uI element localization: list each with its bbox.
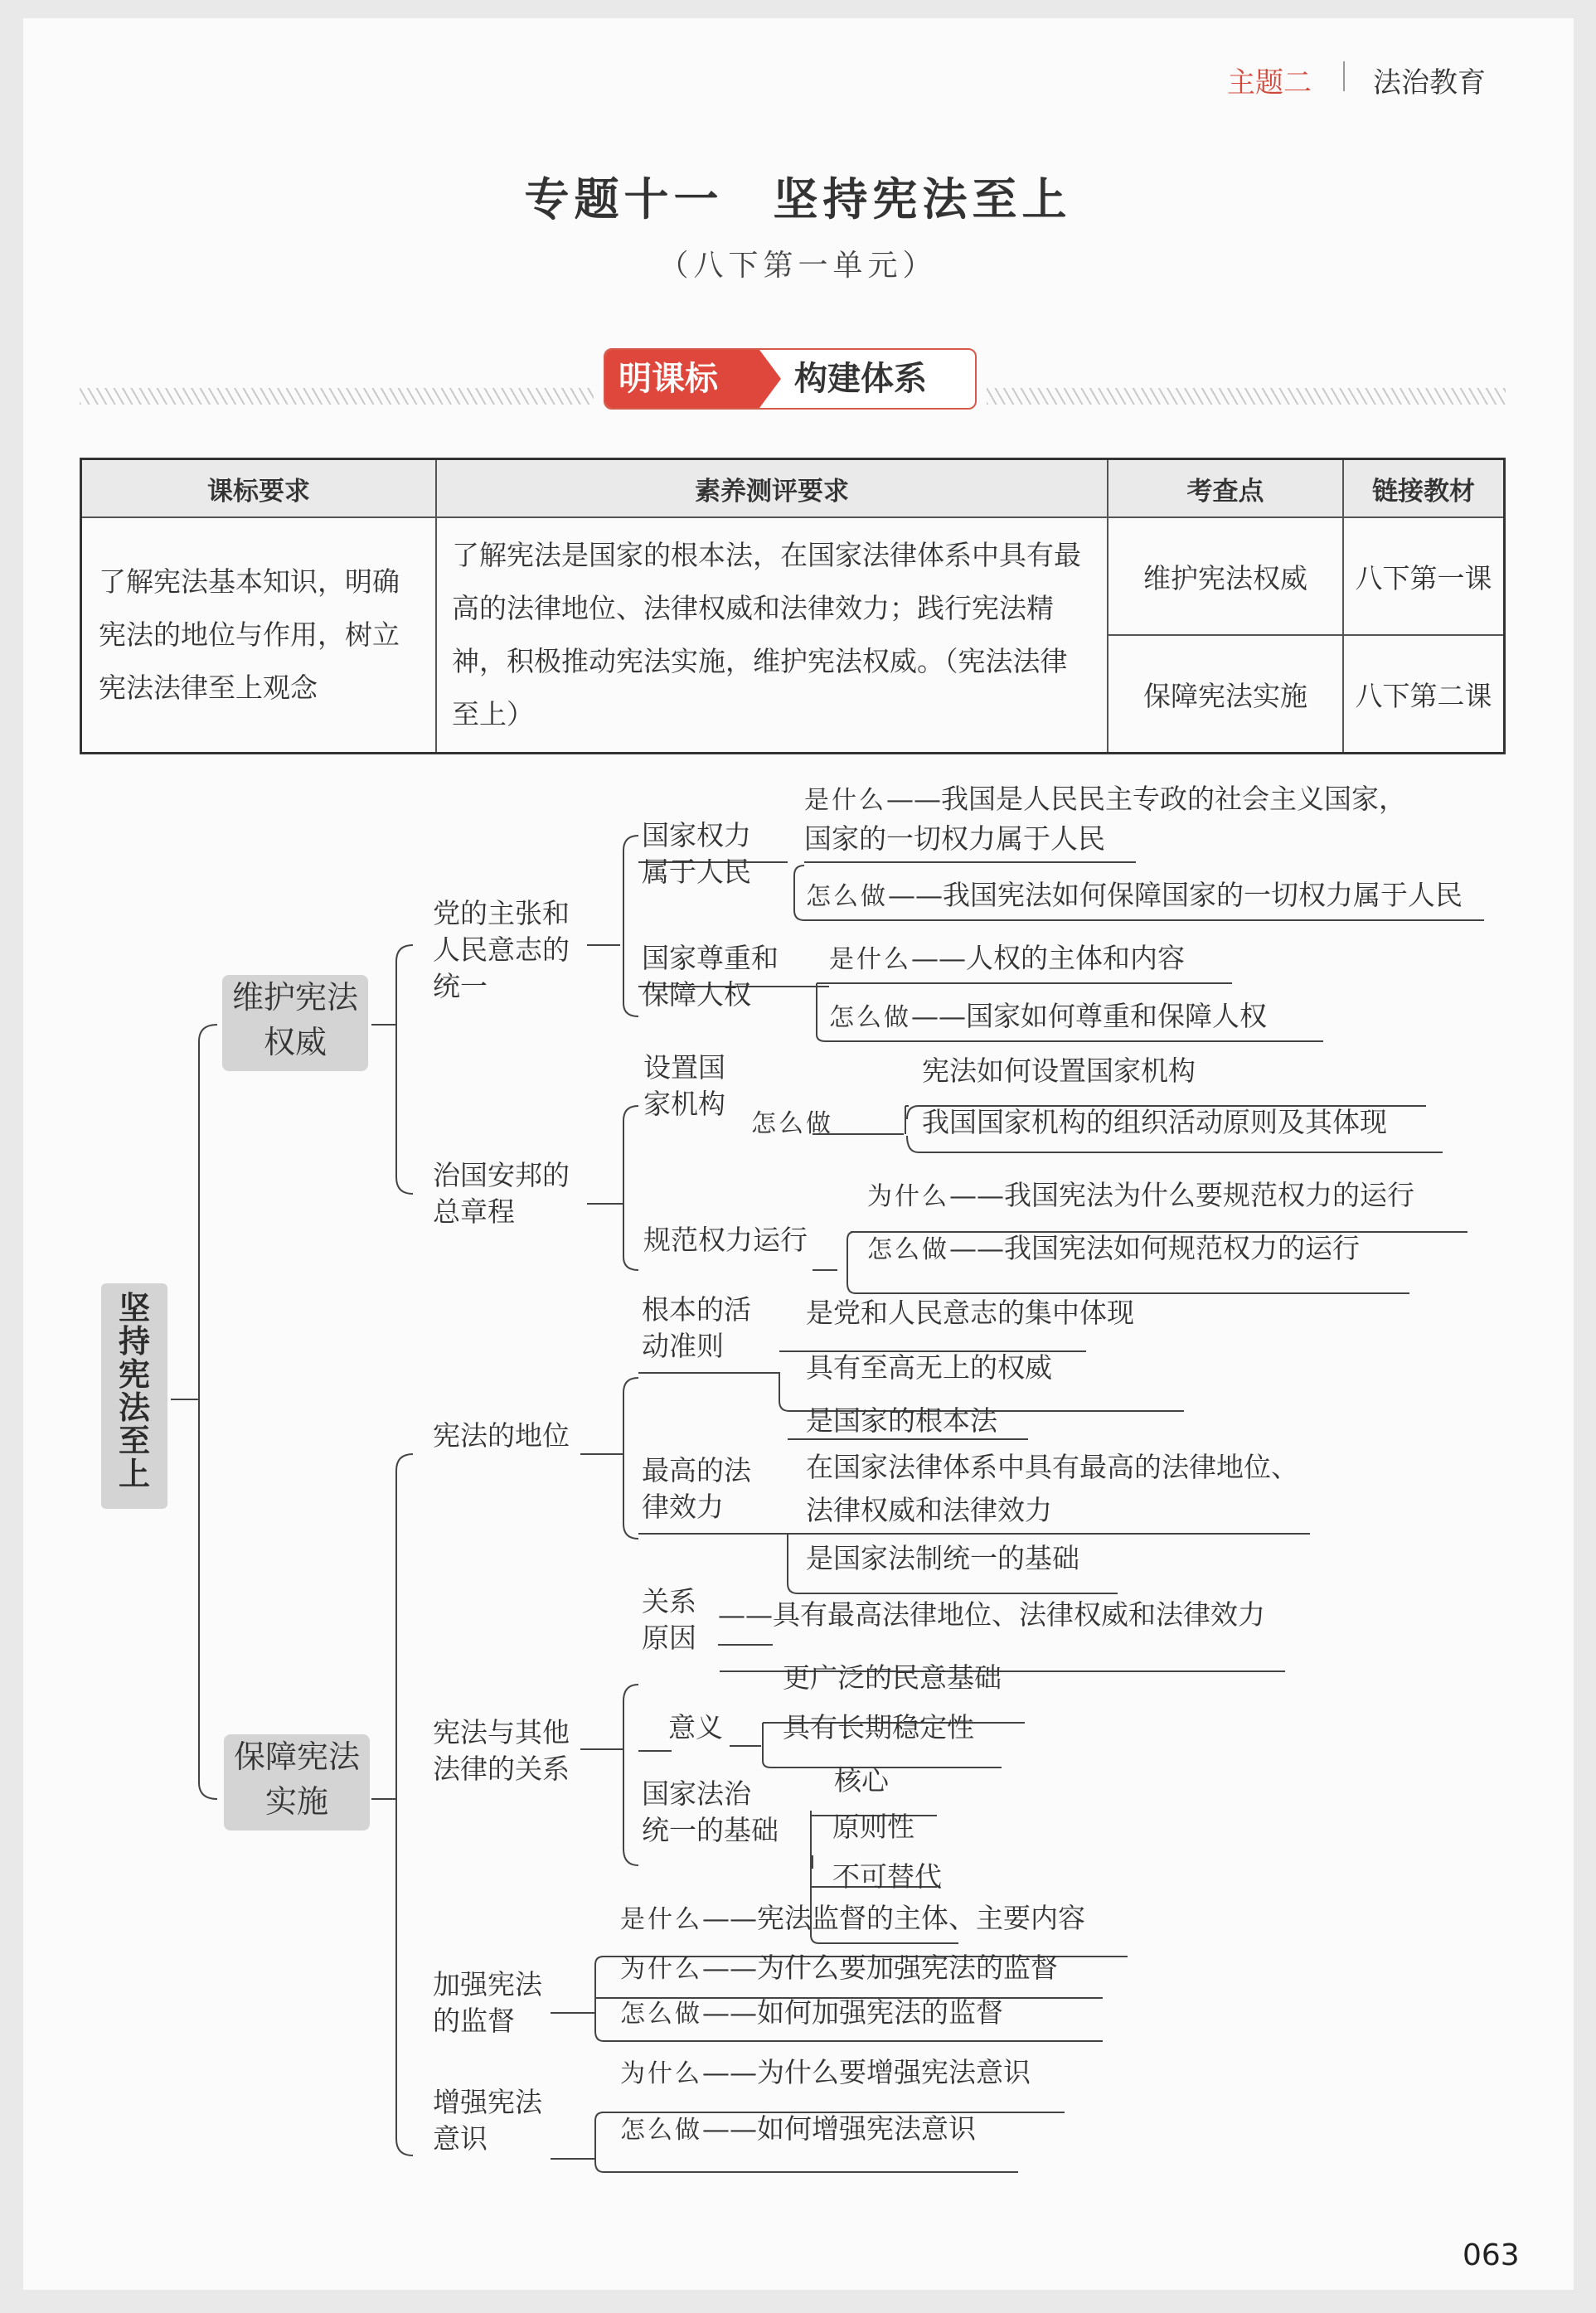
keyword-how: 怎么做 xyxy=(867,1235,949,1264)
label-line: 原因 xyxy=(642,1622,696,1654)
leaf-text: ——如何加强宪法的监督 xyxy=(702,1996,1003,2029)
branch-label-line: 维护宪法 xyxy=(231,979,358,1016)
leaf-popular-basis: 更广泛的民意基础 xyxy=(783,1661,1002,1694)
leaf-why-supervision xyxy=(620,1950,1058,1988)
exam-point-cell: 维护宪法权威 xyxy=(1108,517,1343,635)
leaf-highest-status: 在国家法律体系中具有最高的法律地位、 xyxy=(806,1451,1298,1483)
node-significance: 意义 xyxy=(668,1711,723,1743)
leaf-how-power xyxy=(806,877,1463,915)
leaf-text: ——如何增强宪法意识 xyxy=(702,2112,976,2145)
node-relation-reason xyxy=(642,1583,696,1656)
label-line: 根本的活 xyxy=(642,1293,751,1326)
leaf-organ-principles: 我国国家机构的组织活动原则及其体现 xyxy=(922,1106,1387,1138)
leaf-irreplaceable: 不可替代 xyxy=(832,1860,942,1893)
table-header: 考查点 xyxy=(1108,459,1343,518)
keyword-why: 为什么 xyxy=(620,1955,702,1984)
table-header: 课标要求 xyxy=(81,459,437,518)
banner-left-label: 明课标 xyxy=(605,350,759,408)
leaf-organ-setup: 宪法如何设置国家机构 xyxy=(922,1055,1196,1087)
requirement-cell: 了解宪法基本知识，明确宪法的地位与作用，树立宪法法律至上观念 xyxy=(81,517,437,754)
sub-enhance-awareness xyxy=(433,2084,542,2157)
keyword-why: 为什么 xyxy=(867,1182,949,1211)
leaf-why-awareness xyxy=(620,2054,1031,2092)
leaf-text: ——我国是人民民主专政的社会主义国家， xyxy=(886,783,1406,815)
leaf-text: ——我国宪法如何规范权力的运行 xyxy=(949,1232,1360,1264)
label-line: 属于人民 xyxy=(642,856,751,888)
node-fundamental-norm xyxy=(642,1292,751,1365)
exam-point-cell: 保障宪法实施 xyxy=(1108,635,1343,754)
leaf-how-regulate xyxy=(867,1230,1360,1268)
leaf-supreme-authority: 具有至高无上的权威 xyxy=(806,1351,1052,1384)
sub-governance-charter xyxy=(433,1157,570,1230)
node-power-belongs-people xyxy=(642,817,751,890)
node-unity-basis xyxy=(642,1776,779,1849)
label-line: 总章程 xyxy=(433,1195,515,1228)
branch-ensure-implementation xyxy=(224,1734,370,1831)
label-line: 保障人权 xyxy=(642,978,751,1011)
leaf-how-rights xyxy=(829,998,1267,1036)
leaf-what-rights xyxy=(829,940,1185,978)
label-line: 人民意志的 xyxy=(433,933,570,966)
label-line: 国家尊重和 xyxy=(642,942,779,974)
leaf-how-supervision xyxy=(620,1995,1003,2033)
leaf-core: 核心 xyxy=(834,1764,889,1797)
node-highest-effect xyxy=(642,1452,751,1525)
label-line: 意识 xyxy=(433,2122,488,2155)
node-human-rights xyxy=(642,940,779,1013)
leaf-text: ——我国宪法为什么要规范权力的运行 xyxy=(949,1179,1414,1211)
label-line: 最高的法 xyxy=(642,1454,751,1486)
label-line: 律效力 xyxy=(642,1491,724,1523)
leaf-what-power xyxy=(804,781,1406,819)
keyword-what: 是什么 xyxy=(804,786,886,815)
header-subject: 法治教育 xyxy=(1373,66,1486,99)
label-line: 党的主张和 xyxy=(433,897,570,929)
table-header: 素养测评要求 xyxy=(436,459,1108,518)
label-line: 治国安邦的 xyxy=(433,1159,570,1191)
label-line: 设置国 xyxy=(643,1051,725,1084)
leaf-text: ——国家如何尊重和保障人权 xyxy=(911,1000,1267,1032)
branch-label-line: 实施 xyxy=(264,1783,328,1820)
keyword-what: 是什么 xyxy=(620,1905,702,1934)
node-regulate-power: 规范权力运行 xyxy=(643,1224,808,1256)
label-line: 统一的基础 xyxy=(642,1814,779,1846)
leaf-text: ——宪法监督的主体、主要内容 xyxy=(702,1902,1085,1934)
table-header: 链接教材 xyxy=(1343,459,1505,518)
keyword-how: 怎么做 xyxy=(620,2116,702,2145)
sub-relation-other-laws xyxy=(433,1714,570,1787)
root-label: 坚持宪法至上 xyxy=(118,1290,150,1492)
sub-strengthen-supervision xyxy=(433,1966,542,2039)
leaf-fundamental-law: 是国家的根本法 xyxy=(806,1404,997,1437)
branch-maintain-authority xyxy=(222,975,368,1071)
label-line: 的监督 xyxy=(433,2005,515,2037)
mindmap-root xyxy=(101,1283,167,1509)
leaf-will-embodiment: 是党和人民意志的集中体现 xyxy=(806,1297,1134,1329)
keyword-why: 为什么 xyxy=(620,2059,702,2088)
leaf-reason: ——具有最高法律地位、法律权威和法律效力 xyxy=(718,1598,1265,1631)
keyword-what: 是什么 xyxy=(829,945,911,974)
label-line: 动准则 xyxy=(642,1330,724,1362)
textbook-cell: 八下第一课 xyxy=(1343,517,1505,635)
leaf-principle: 原则性 xyxy=(832,1811,914,1843)
page-title: 专题十一 坚持宪法至上 xyxy=(524,173,1072,225)
leaf-highest-status-cont: 法律权威和法律效力 xyxy=(806,1494,1052,1526)
page-subtitle: （八下第一单元） xyxy=(658,249,938,283)
leaf-stability: 具有长期稳定性 xyxy=(783,1711,974,1743)
label-line: 法律的关系 xyxy=(433,1753,570,1785)
label-line: 加强宪法 xyxy=(433,1968,542,2000)
keyword-how: 怎么做 xyxy=(806,882,888,911)
keyword-how: 怎么做 xyxy=(751,1109,833,1138)
sub-party-people-unity xyxy=(433,895,570,1005)
leaf-text: ——我国宪法如何保障国家的一切权力属于人民 xyxy=(888,879,1463,911)
leaf-text: ——为什么要加强宪法的监督 xyxy=(702,1952,1058,1984)
leaf-what-power-cont: 国家的一切权力属于人民 xyxy=(804,822,1105,855)
node-state-organs xyxy=(643,1050,725,1123)
keyword-how: 怎么做 xyxy=(829,1003,911,1032)
branch-label-line: 权威 xyxy=(263,1024,327,1060)
label-line: 统一 xyxy=(433,970,488,1002)
leaf-what-supervision xyxy=(620,1900,1085,1938)
label-line: 家机构 xyxy=(643,1088,725,1120)
textbook-cell: 八下第二课 xyxy=(1343,635,1505,754)
label-line: 增强宪法 xyxy=(433,2086,542,2118)
sub-constitution-status: 宪法的地位 xyxy=(433,1419,570,1452)
header-theme: 主题二 xyxy=(1227,66,1312,99)
leaf-text: ——为什么要增强宪法意识 xyxy=(702,2056,1031,2088)
leaf-text: ——人权的主体和内容 xyxy=(911,942,1185,974)
page-number: 063 xyxy=(1463,2238,1520,2272)
leaf-legal-unity-basis: 是国家法制统一的基础 xyxy=(806,1542,1079,1574)
leaf-why-regulate xyxy=(867,1177,1414,1215)
branch-label-line: 保障宪法 xyxy=(233,1738,360,1775)
literacy-cell: 了解宪法是国家的根本法，在国家法律体系中具有最高的法律地位、法律权威和法律效力；践行宪法精神，积极推动宪法实施，维护宪法权威。（宪法法律至上） xyxy=(436,517,1108,754)
banner-right-label: 构建体系 xyxy=(794,360,927,398)
label-line: 关系 xyxy=(642,1585,696,1617)
label-line: 宪法与其他 xyxy=(433,1716,570,1748)
leaf-how-awareness xyxy=(620,2111,976,2149)
keyword-how: 怎么做 xyxy=(620,2000,702,2029)
label-line: 国家法治 xyxy=(642,1777,751,1810)
label-line: 国家权力 xyxy=(642,819,751,851)
